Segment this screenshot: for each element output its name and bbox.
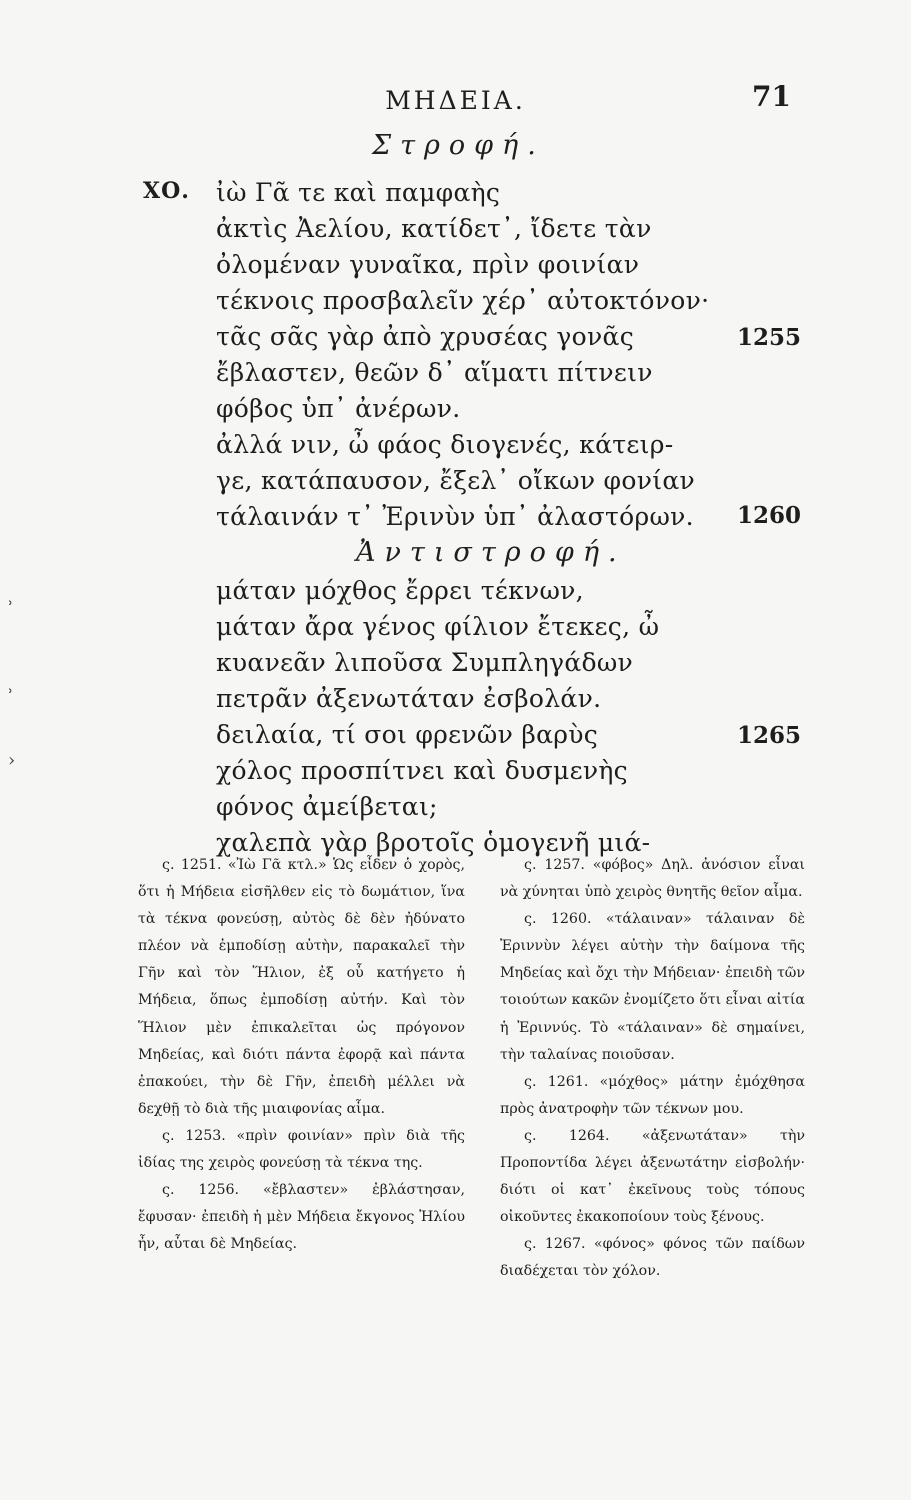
note-paragraph: ς. 1264. «ἀξενωτάταν» τὴν Προποντίδα λέγει ἀξενωτάτην εἰσβολήν· διότι οἱ κατ᾽ ἐκεῖνους τοὺς τόπους οἰκοῦντες ἐκακοποίουν τοὺς ξένους. bbox=[500, 1127, 805, 1226]
strophe-heading: Στροφή. bbox=[372, 130, 545, 161]
speaker-label: ΧΟ. bbox=[143, 178, 190, 204]
verse-line: ὀλομέναν γυναῖκα, πρὶν φοινίαν bbox=[216, 250, 640, 279]
verse-line: τέκνοις προσβαλεῖν χέρ᾽ αὐτοκτόνον· bbox=[216, 286, 710, 315]
line-number: 1255 bbox=[737, 324, 802, 351]
verse-line: χόλος προσπίτνει καὶ δυσμενὴς bbox=[216, 756, 628, 785]
verse-line: χαλεπὰ γὰρ βροτοῖς ὁμογενῆ μιά- bbox=[216, 828, 651, 857]
verse-line: τᾶς σᾶς γὰρ ἀπὸ χρυσέας γονᾶς bbox=[216, 322, 635, 351]
verse-line: φόβος ὑπ᾽ ἀνέρων. bbox=[216, 394, 461, 423]
verse-line: κυανεᾶν λιποῦσα Συμπληγάδων bbox=[216, 648, 634, 677]
commentary-left-column bbox=[138, 852, 465, 1258]
verse-line: ἀλλά νιν, ὦ φάος διογενές, κάτειρ- bbox=[216, 430, 674, 459]
verse-line: τάλαινάν τ᾽ Ἐρινὺν ὑπ᾽ ἀλαστόρων. bbox=[216, 502, 694, 531]
note-paragraph: ς. 1253. «πρὶν φοινίαν» πρὶν διὰ τῆς ἰδίας της χειρὸς φονεύσῃ τὰ τέκνα της. bbox=[138, 1127, 465, 1172]
verse-line: δειλαία, τί σοι φρενῶν βαρὺς bbox=[216, 720, 599, 749]
note-paragraph: ς. 1261. «μόχθος» μάτην ἐμόχθησα πρὸς ἀνατροφὴν τῶν τέκνων μου. bbox=[500, 1073, 805, 1117]
note-paragraph: ς. 1251. «Ἰὼ Γᾶ κτλ.» Ὡς εἶδεν ὁ χορὸς, ὅτι ἡ Μήδεια εἰσῆλθεν εἰς τὸ δωμάτιον, ἵνα τὰ τέκνα φονεύσῃ, αὐτὸς δὲ δὲν ἠδύνατο πλέον νὰ ἐμποδίσῃ αὐτὴν, παρακαλεῖ τὴν Γῆν καὶ τὸν Ἥλιον, ἐξ οὗ κατήγετο ἡ Μήδεια, ὅπως ἐμποδίσῃ αὐτήν. Καὶ τὸν Ἥλιον μὲν ἐπικαλεῖται ὡς πρόγονον Μηδείας, καὶ διότι πάντα ἐφορᾷ καὶ πάντα ἐπακούει, τὴν δὲ Γῆν, ἐπειδὴ μέλλει νὰ δεχθῇ τὸ διὰ τῆς μιαιφονίας αἷμα. bbox=[138, 857, 465, 1117]
line-number: 1260 bbox=[737, 502, 802, 529]
line-number: 1265 bbox=[737, 722, 802, 749]
verse-line: φόνος ἀμείβεται; bbox=[216, 792, 438, 821]
margin-tick: › bbox=[8, 750, 16, 771]
verse-line: μάταν ἄρα γένος φίλιον ἔτεκες, ὦ bbox=[216, 612, 660, 641]
antistrophe-heading: Ἀντιστροφή. bbox=[356, 537, 626, 568]
note-paragraph: ς. 1257. «φόβος» Δηλ. ἀνόσιον εἶναι νὰ χύνηται ὑπὸ χειρὸς θνητῆς θεῖον αἷμα. bbox=[500, 857, 805, 901]
margin-tick: ʾ bbox=[8, 598, 14, 619]
verse-line: ἰὼ Γᾶ τε καὶ παμφαὴς bbox=[216, 178, 501, 207]
note-paragraph: ς. 1256. «ἔβλαστεν» ἐβλάστησαν, ἔφυσαν· ἐπειδὴ ἡ μὲν Μήδεια ἔκγονος Ἡλίου ἦν, αὗται δὲ Μηδείας. bbox=[138, 1182, 465, 1253]
running-title: ΜΗΔΕΙΑ. bbox=[385, 86, 526, 115]
page-number: 71 bbox=[752, 80, 791, 113]
verse-line: γε, κατάπαυσον, ἔξελ᾽ οἴκων φονίαν bbox=[216, 466, 695, 495]
note-paragraph: ς. 1267. «φόνος» φόνος τῶν παίδων διαδέχεται τὸν χόλον. bbox=[500, 1236, 805, 1280]
margin-tick: ʾ bbox=[8, 686, 14, 707]
commentary-right-column bbox=[500, 852, 805, 1286]
note-paragraph: ς. 1260. «τάλαιναν» τάλαιναν δὲ Ἐριννὺν λέγει αὐτὴν τὴν δαίμονα τῆς Μηδείας καὶ ὄχι τὴν Μήδειαν· ἐπειδὴ τῶν τοιούτων κακῶν ἐνομίζετο ὅτι εἶναι αἰτία ἡ Ἐριννύς. Τὸ «τάλαιναν» δὲ σημαίνει, τὴν ταλαίνας ποιοῦσαν. bbox=[500, 911, 805, 1063]
verse-line: ἀκτὶς Ἀελίου, κατίδετ᾽, ἴδετε τὰν bbox=[216, 214, 652, 243]
verse-line: πετρᾶν ἀξενωτάταν ἐσβολάν. bbox=[216, 684, 602, 713]
verse-line: ἔβλαστεν, θεῶν δ᾽ αἵματι πίτνειν bbox=[216, 358, 653, 387]
verse-line: μάταν μόχθος ἔρρει τέκνων, bbox=[216, 576, 584, 605]
